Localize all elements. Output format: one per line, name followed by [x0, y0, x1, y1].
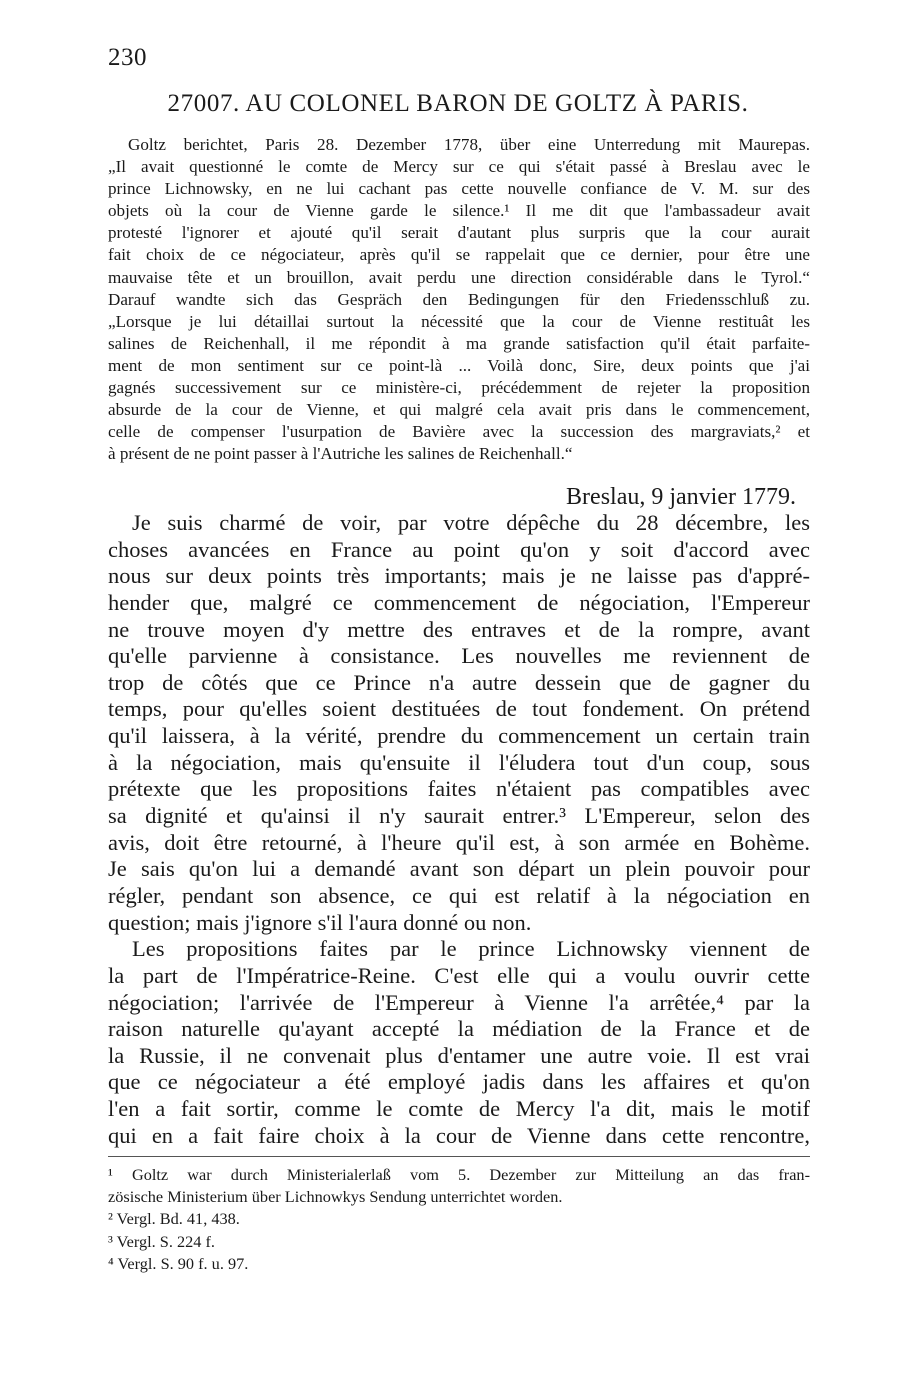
summary-line: mauvaise tête et un brouillon, avait perdu une direction considérable dans le Tyrol.“: [108, 267, 810, 287]
summary-line: à présent de ne point passer à l'Autriche les salines de Reichenhall.“: [108, 444, 573, 464]
body-line: qui en a fait faire choix à la cour de Vienne dans cette rencontre,: [108, 1122, 810, 1148]
footnote-line: ⁴ Vergl. S. 90 f. u. 97.: [108, 1253, 249, 1273]
summary-line: prince Lichnowsky, en ne lui cachant pas cette nouvelle confiance de V. M. sur des: [108, 179, 810, 199]
letter-title: 27007. AU COLONEL BARON DE GOLTZ À PARIS.: [167, 90, 749, 117]
body-line: question; mais j'ignore s'il l'aura donné ou non.: [108, 909, 532, 935]
body-line: sa dignité et qu'ainsi il n'y saurait entrer.³ L'Empereur, selon des: [108, 803, 810, 829]
summary-line: gagnés successivement sur ce ministère-ci, précédemment de rejeter la proposition: [108, 378, 810, 398]
body-line: choses avancées en France au point qu'on y soit d'accord avec: [108, 536, 810, 562]
summary-line: absurde de la cour de Vienne, et qui malgré cela avait pris dans le commencement,: [108, 400, 810, 420]
page-number: 230: [108, 44, 147, 71]
body-line: l'en a fait sortir, comme le comte de Mercy l'a dit, mais le motif: [108, 1096, 810, 1122]
summary-line: „Il avait questionné le comte de Mercy sur ce qui s'était passé à Breslau avec le: [108, 157, 810, 177]
body-line: raison naturelle qu'ayant accepté la médiation de la France et de: [108, 1016, 810, 1042]
summary-line: protesté l'ignorer et ajouté qu'il serait d'autant plus surpris que la cour aurait: [108, 223, 810, 243]
footnotes: [108, 1164, 810, 1275]
body-line: qu'elle parvienne à consistance. Les nouvelles me reviennent de: [108, 643, 810, 669]
footnote-rule: [108, 1156, 810, 1157]
body-line: temps, pour qu'elles soient destituées de tout fondement. On prétend: [108, 696, 810, 722]
summary-line: fait choix de ce négociateur, après qu'il se rappelait que ce dernier, pour être une: [108, 245, 810, 265]
summary-line: celle de compenser l'usurpation de Bavière avec la succession des margraviats,² et: [108, 422, 810, 442]
letter-body: [108, 510, 810, 1149]
body-line: négociation; l'arrivée de l'Empereur à Vienne l'a arrêtée,⁴ par la: [108, 989, 810, 1015]
footnote-line: ¹ Goltz war durch Ministerialerlaß vom 5. Dezember zur Mitteilung an das fran-: [108, 1165, 810, 1184]
body-line: la part de l'Impératrice-Reine. C'est elle qui a voulu ouvrir cette: [108, 962, 810, 988]
body-line: prétexte que les propositions faites n'étaient pas compatibles avec: [108, 776, 810, 802]
body-line: trop de côtés que ce Prince n'a autre dessein que de gagner du: [108, 669, 810, 695]
body-line: à la négociation, mais qu'ensuite il l'éludera tout d'un coup, sous: [108, 749, 810, 775]
body-line: Je sais qu'on lui a demandé avant son départ un plein pouvoir pour: [108, 856, 810, 882]
dateline: Breslau, 9 janvier 1779.: [566, 484, 796, 510]
summary-line: Goltz berichtet, Paris 28. Dezember 1778, über eine Unterredung mit Maurepas.: [128, 135, 810, 154]
footnote-line: ³ Vergl. S. 224 f.: [108, 1231, 215, 1251]
body-line: avis, doit être retourné, à l'heure qu'il est, à son armée en Bohème.: [108, 829, 810, 855]
body-line: Les propositions faites par le prince Lichnowsky viennent de: [132, 936, 810, 962]
body-line: que ce négociateur a été employé jadis dans les affaires et qu'on: [108, 1069, 810, 1095]
footnote-line: ² Vergl. Bd. 41, 438.: [108, 1209, 240, 1229]
summary-line: salines de Reichenhall, il me répondit à ma grande satisfaction qu'il était parfaite-: [108, 333, 810, 353]
body-line: régler, pendant son absence, ce qui est relatif à la négociation en: [108, 882, 810, 908]
summary-line: Darauf wandte sich das Gespräch den Bedingungen für den Friedensschluß zu.: [108, 289, 810, 309]
summary-line: objets où la cour de Vienne garde le silence.¹ Il me dit que l'ambassadeur avait: [108, 201, 810, 221]
summary-line: ment de mon sentiment sur ce point-là ... Voilà donc, Sire, deux points que j'ai: [108, 355, 810, 375]
body-line: la Russie, il ne convenait plus d'entamer une autre voie. Il est vrai: [108, 1042, 810, 1068]
body-line: qu'il laissera, à la vérité, prendre du commencement un certain train: [108, 723, 810, 749]
summary-paragraph: [108, 134, 810, 465]
body-line: hender que, malgré ce commencement de négociation, l'Empereur: [108, 589, 810, 615]
body-line: ne trouve moyen d'y mettre des entraves et de la rompre, avant: [108, 616, 810, 642]
footnote-line: zösische Ministerium über Lichnowkys Sendung unterrichtet worden.: [108, 1187, 563, 1207]
body-line: Je suis charmé de voir, par votre dépêche du 28 décembre, les: [132, 510, 810, 535]
body-line: nous sur deux points très importants; mais je ne laisse pas d'appré-: [108, 563, 810, 589]
summary-line: „Lorsque je lui détaillai surtout la nécessité que la cour de Vienne restituât les: [108, 311, 810, 331]
